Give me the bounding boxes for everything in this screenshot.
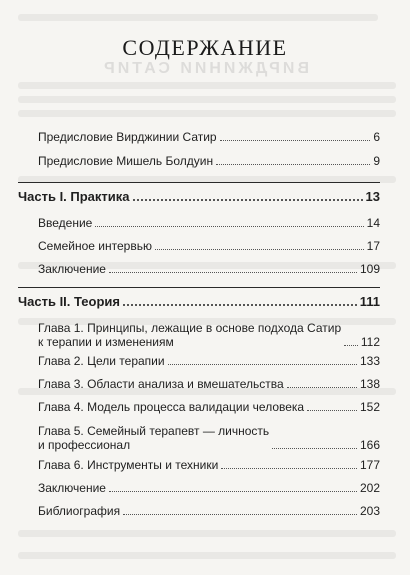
leader-dots bbox=[109, 490, 357, 492]
toc-entry-label: Глава 3. Области анализа и вмешательства bbox=[38, 377, 284, 391]
toc-entry-page: 17 bbox=[366, 239, 380, 253]
bleed-through-line bbox=[18, 96, 396, 103]
toc-entry-page: 9 bbox=[373, 154, 380, 168]
toc-entry-page: 177 bbox=[359, 458, 380, 472]
toc-entry bbox=[38, 262, 380, 276]
leader-dots bbox=[272, 447, 357, 449]
toc-part-page: 111 bbox=[359, 294, 380, 309]
toc-entry-label: Введение bbox=[38, 216, 93, 230]
toc-entry bbox=[38, 130, 380, 144]
leader-dots bbox=[155, 248, 364, 250]
toc-entry bbox=[38, 481, 380, 495]
leader-dots bbox=[216, 163, 370, 165]
toc-entry bbox=[38, 377, 380, 391]
bleed-through-line bbox=[18, 530, 396, 537]
toc-entry-label: Предисловие Вирджинии Сатир bbox=[38, 130, 217, 144]
toc-entry-page: 166 bbox=[359, 438, 380, 452]
toc-entry-page: 112 bbox=[360, 335, 380, 349]
toc-part-page: 13 bbox=[365, 189, 380, 204]
toc-entry-page: 202 bbox=[359, 481, 380, 495]
toc-entry-page: 133 bbox=[359, 354, 380, 368]
leader-dots bbox=[123, 303, 357, 306]
toc-entry-page: 109 bbox=[359, 262, 380, 276]
toc-entry-page: 14 bbox=[366, 216, 380, 230]
leader-dots bbox=[344, 344, 358, 346]
toc-entry bbox=[38, 354, 380, 368]
bleed-through-title: ВИРДЖИНИИ САТИР bbox=[101, 60, 309, 77]
leader-dots bbox=[109, 271, 357, 273]
toc-entry-label: Заключение bbox=[38, 481, 106, 495]
leader-dots bbox=[220, 139, 371, 141]
toc-entry-label: Глава 4. Модель процесса валидации человека bbox=[38, 400, 305, 414]
toc-part-heading bbox=[18, 295, 380, 309]
toc-part-label: Часть II. Теория bbox=[18, 294, 120, 309]
bleed-through-line bbox=[18, 110, 396, 117]
toc-entry-label: Глава 6. Инструменты и техники bbox=[38, 458, 219, 472]
part-divider bbox=[18, 287, 380, 288]
toc-entry bbox=[38, 216, 380, 230]
toc-entry bbox=[38, 458, 380, 472]
toc-entry bbox=[38, 239, 380, 253]
toc-entry-label: Семейное интервью bbox=[38, 239, 152, 253]
toc-entry-page: 203 bbox=[359, 504, 380, 518]
toc-part-label: Часть I. Практика bbox=[18, 189, 130, 204]
leader-dots bbox=[287, 386, 357, 388]
bleed-through-line bbox=[18, 82, 396, 89]
toc-entry bbox=[38, 400, 380, 414]
bleed-through-line bbox=[18, 14, 378, 21]
toc-entry bbox=[38, 504, 380, 518]
part-divider bbox=[18, 182, 380, 183]
toc-entry-label: Предисловие Мишель Болдуин bbox=[38, 154, 214, 168]
toc-entry bbox=[38, 321, 380, 349]
leader-dots bbox=[95, 225, 363, 227]
toc-entry-label: Глава 2. Цели терапии bbox=[38, 354, 165, 368]
leader-dots bbox=[133, 198, 363, 201]
toc-entry-label: Глава 1. Принципы, лежащие в основе подхода Сатир к терапии и изменениям bbox=[38, 321, 342, 349]
toc-entry bbox=[38, 154, 380, 168]
toc-entry-label: Библиография bbox=[38, 504, 121, 518]
bleed-through-line bbox=[18, 552, 396, 559]
toc-entry-label: Заключение bbox=[38, 262, 106, 276]
leader-dots bbox=[168, 363, 357, 365]
leader-dots bbox=[221, 467, 357, 469]
toc-entry-label: Глава 5. Семейный терапевт — личность и профессионал bbox=[38, 424, 270, 452]
leader-dots bbox=[307, 409, 357, 411]
page-title: СОДЕРЖАНИЕ bbox=[122, 35, 288, 60]
toc-part-heading bbox=[18, 190, 380, 204]
toc-entry-page: 152 bbox=[359, 400, 380, 414]
leader-dots bbox=[123, 513, 357, 515]
toc-entry-page: 138 bbox=[359, 377, 380, 391]
toc-entry-page: 6 bbox=[373, 130, 380, 144]
toc-entry bbox=[38, 424, 380, 452]
